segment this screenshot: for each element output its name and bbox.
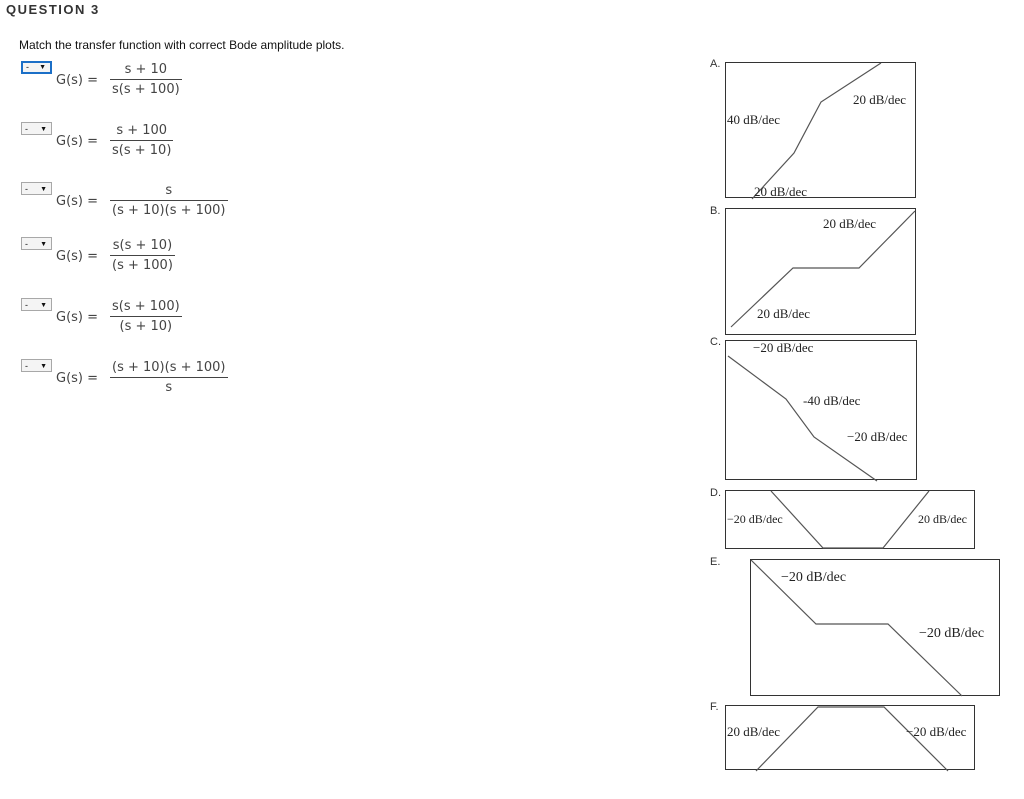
numerator: s + 100 [116, 123, 168, 138]
plot-e-letter: E. [710, 556, 721, 568]
plot-c [725, 340, 917, 480]
chevron-down-icon: ▼ [40, 363, 47, 370]
plot-c-curve [726, 341, 918, 481]
plot-f-letter: F. [710, 701, 719, 713]
question-prompt: Match the transfer function with correct Bode amplitude plots. [19, 38, 345, 52]
chevron-down-icon: ▼ [39, 64, 46, 71]
answer-dropdown-2[interactable]: - ▼ [21, 122, 52, 135]
denominator: s [110, 377, 228, 398]
plot-a-label-2: 40 dB/dec [727, 112, 781, 127]
denominator: s(s + 10) [110, 140, 173, 161]
numerator: s(s + 10) [112, 238, 173, 253]
question-header: QUESTION 3 [6, 2, 100, 17]
plot-b [725, 208, 916, 335]
answer-dropdown-6[interactable]: - ▼ [21, 359, 52, 372]
plot-c-label-2: -40 dB/dec [803, 393, 861, 408]
plot-d-letter: D. [710, 487, 721, 499]
plot-c-label-1: −20 dB/dec [753, 340, 814, 355]
numerator: (s + 10)(s + 100) [112, 360, 226, 375]
numerator: s + 10 [124, 62, 168, 77]
chevron-down-icon: ▼ [40, 186, 47, 193]
plot-b-curve [726, 209, 917, 336]
plot-a-letter: A. [710, 58, 721, 70]
plot-f [725, 705, 975, 770]
answer-dropdown-4[interactable]: - ▼ [21, 237, 52, 250]
plot-d-label-2: 20 dB/dec [918, 512, 967, 526]
plot-e [750, 559, 1000, 696]
plot-a-label-3: 20 dB/dec [754, 184, 808, 199]
plot-e-label-1: −20 dB/dec [781, 570, 847, 585]
numerator: s(s + 100) [112, 299, 180, 314]
chevron-down-icon: ▼ [40, 241, 47, 248]
chevron-down-icon: ▼ [40, 126, 47, 133]
plot-b-letter: B. [710, 205, 721, 217]
plot-a-curve [726, 63, 917, 199]
plot-f-label-2: −20 dB/dec [906, 724, 967, 739]
plot-c-label-3: −20 dB/dec [847, 429, 908, 444]
plot-a [725, 62, 916, 198]
denominator: (s + 10) [110, 316, 182, 337]
answer-dropdown-5[interactable]: - ▼ [21, 298, 52, 311]
plot-b-label-1: 20 dB/dec [823, 216, 877, 231]
plot-c-letter: C. [710, 336, 721, 348]
answer-dropdown-3[interactable]: - ▼ [21, 182, 52, 195]
plot-f-label-1: 20 dB/dec [727, 724, 781, 739]
plot-e-label-2: −20 dB/dec [919, 626, 985, 641]
denominator: (s + 100) [110, 255, 175, 276]
chevron-down-icon: ▼ [40, 302, 47, 309]
answer-dropdown-1[interactable]: - ▼ [21, 61, 52, 74]
plot-d-label-1: −20 dB/dec [727, 512, 783, 526]
plot-d [725, 490, 975, 549]
numerator: s [165, 183, 173, 198]
denominator: s(s + 100) [110, 79, 182, 100]
denominator: (s + 10)(s + 100) [110, 200, 228, 221]
plot-a-label-1: 20 dB/dec [853, 92, 907, 107]
plot-b-label-2: 20 dB/dec [757, 306, 811, 321]
